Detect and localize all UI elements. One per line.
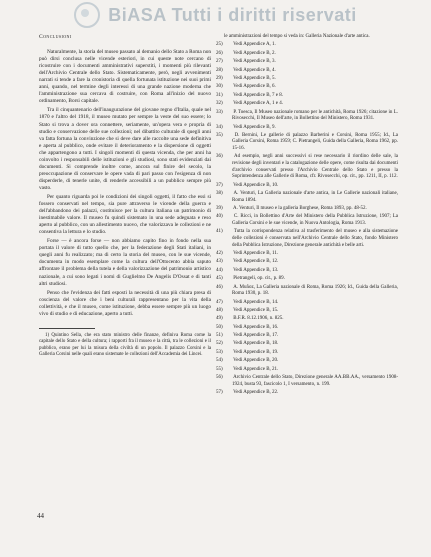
endnote-number: 25) (216, 42, 223, 48)
endnote-number: 29) (216, 75, 223, 81)
paragraph: Naturalmente, la storia del museo passato al demanio dello Stato a Roma non può dirsi conclusa nelle vicende esteriori, in cui queste note cercano di ricostruire con i documenti amministrativi superstiti, i momenti più rilevanti dell'Archivio Centrale dello Stato. Sistematicamente, però, negli avvenimenti narrati si tende a fare la cronistoria di quella fortunata istituzione nei suoi primi anni, quando, nel termine degli interessi di una grande nazione moderna che l'amministrazione sua cercava di costruire, con Roma all'inizio del nuovo ordinamento, Borsi capitale. (39, 49, 212, 105)
endnote (216, 67, 398, 75)
endnote-number: 49) (216, 316, 223, 322)
endnote (216, 358, 398, 365)
endnote (216, 375, 398, 388)
right-column (216, 34, 399, 398)
endnote (216, 259, 398, 266)
endnote-text: Vedi Appendice B, 11. (233, 250, 279, 256)
watermark-text: BiASA Tutti i diritti riservati (108, 4, 357, 25)
endnote (216, 42, 398, 49)
endnote-number: 32) (216, 101, 223, 107)
endnote-text: Ad esempio, negli anni successivi si rese necessario il riordino delle sale, la revisione degli inventari e la catalogazione delle opere, come risulta dai documenti d'archivio conservati presso l'Archivio Centrale dello Stato e presso la Soprintendenza alle Gallerie di Roma, cfr. Rivosecchi, op. cit., pp. 1211, II, p. 112. (232, 154, 398, 180)
endnote-number: 47) (216, 299, 223, 305)
endnote-number: 34) (216, 124, 223, 130)
endnote (216, 307, 398, 315)
endnote (216, 316, 398, 323)
endnote (216, 101, 398, 108)
endnote (216, 75, 398, 83)
notes-intro: le amministrazioni del tempo si veda in: Galleria Nazionale d'arte antica. (224, 34, 370, 39)
endnote-number: 44) (216, 267, 223, 273)
endnote-number: 48) (216, 307, 223, 313)
endnote (216, 276, 398, 283)
endnote-text: Vedi Appendice B, 13. (233, 267, 279, 273)
endnote-text: Vedi Appendice B, 6. (233, 84, 276, 90)
endnote-text: Vedi Appendice B, 22. (233, 390, 279, 396)
endnote-text: Vedi Appendice B, 12. (233, 259, 279, 265)
endnote (216, 390, 398, 397)
endnote (216, 324, 398, 332)
endnote-number: 52) (216, 341, 223, 347)
endnote-number: 57) (216, 390, 223, 396)
endnote (216, 154, 398, 180)
endnote-number: 26) (216, 50, 223, 56)
paragraph: Forse — è ancora forse — non abbiamo capito fino in fondo nella sua portata il valore di tutto quello che, per la federazione degli Stati italiani, in quegli anni fu realizzato; ma di certo la storia del museo, con le sue vicende, documenta in modo esemplare come la cultura dell'Ottocento abbia saputo affrontare il problema della tutela e della valorizzazione del patrimonio artistico nazionale, a cui sono legati i nomi di Guglielmo De Angelis D'Ossat e di tanti altri studiosi. (39, 238, 211, 287)
endnote (216, 191, 398, 204)
endnote (216, 250, 398, 258)
endnote-number: 30) (216, 84, 223, 90)
endnote-number: 51) (216, 333, 223, 339)
endnote-number: 50) (216, 324, 223, 330)
endnote-text: Vedi Appendice A, 1 e 4. (233, 101, 284, 107)
endnote-number: 56) (216, 375, 223, 381)
endnote-number: 55) (216, 366, 223, 372)
endnote-text: Vedi Appendice A, 1. (233, 42, 276, 48)
footnote-divider (39, 328, 95, 329)
endnote (216, 109, 399, 123)
endnote (216, 182, 398, 190)
endnote (216, 349, 398, 357)
endnote (216, 50, 398, 58)
endnote-text: P. Toesca, Il Museo nazionale romano per le antichità, Roma 1926; citazione in L. Rivosecchi, Il Museo dell'arte, in Bollettino del Ministero, Roma 1931. (232, 109, 399, 122)
endnote-number: 41) (216, 229, 223, 235)
endnote (216, 299, 398, 307)
endnote-text: Archivio Centrale dello Stato, Direzione generale AA.BB.AA., versamento 1908-1924, busta 93, fascicolo 1, I versamento, n. 199. (232, 375, 398, 387)
endnote-text: Vedi Appendice B, 4. (233, 67, 276, 73)
endnote (216, 59, 398, 66)
endnote-number: 35) (216, 132, 223, 138)
endnote-text: Vedi Appendice B, 19. (233, 349, 279, 355)
endnote-number: 37) (216, 182, 223, 188)
endnote-number: 39) (216, 206, 223, 212)
endnote (216, 229, 398, 249)
paragraph: Tra il cinquantenario dell'inaugurazione del giovane regno d'Italia, quale nel 1870 e l'altro del 1918, il museo mutato per sempre la veste del suo essere; lo Stato si trova a dover ora connettere, seriamente, un'opera vera e propria di studio e conservazione delle sue collezioni; nel dibattito culturale di quegli anni va fatta fortuna la convinzione che si deve dare alle raccolte una sede definitiva e aperta al pubblico, onde evitare il deterioramento e la dispersione di oggetti che appartengono a tutti. I singoli momenti di questa vicenda, che per anni ha coinvolto i responsabili delle istituzioni e gli studiosi, sono stati evidenziati dai documenti. Si comprende inoltre come, ancora sul finire del secolo, la preoccupazione di conservare le opere vada di pari passo con l'esigenza di non disperderle, di tenerle unite, di renderle accessibili a un pubblico sempre più vasto. (39, 107, 211, 191)
endnote-text: Vedi Appendice B, 10. (233, 182, 279, 188)
endnote-text: Vedi Appendice B, 5. (233, 75, 276, 81)
endnote-number: 33) (216, 109, 223, 115)
endnote-text: Tutta la corrispondenza relativa al trasferimento del museo e alla sistemazione delle collezioni è conservata nell'Archivio Centrale dello Stato, fondo Ministero della Pubblica Istruzione, Direzione generale antichità e belle arti. (232, 229, 398, 248)
endnote (216, 124, 398, 132)
endnote (216, 333, 398, 340)
endnote-number: 31) (216, 92, 223, 98)
endnote-text: Vedi Appendice B, 18. (233, 341, 279, 347)
notes-list (216, 42, 399, 396)
endnote-text: Vedi Appendice B, 7 e 8. (233, 92, 284, 98)
endnote-text: D. Bernini, Le gallerie di palazzo Barberini e Corsini, Roma 1955; Id., La Galleria Corsini, Roma 1959; C. Pietrangeli, Guida della Galleria, Roma 1962, pp. 15-16. (232, 132, 399, 152)
endnote (216, 84, 398, 91)
endnote-text: Vedi Appendice B, 21. (233, 366, 279, 372)
paragraph: Per quanto riguarda poi le condizioni dei singoli oggetti, il fatto che essi si fossero conservati nel tempo, sia pure attraverso le vicende della guerra e dell'abbandono dei palazzi, costituisce per la cultura italiana un patrimonio di inestimabile valore. Il museo fu quindi sistemato in una sede adeguata e reso aperto al pubblico, con un allestimento nuovo, che valorizzava le collezioni e ne consentiva la lettura e lo studio. (39, 193, 211, 236)
endnote-number: 45) (216, 276, 223, 282)
watermark (0, 0, 431, 30)
endnote-text: C. Ricci, in Bollettino d'Arte del Ministero della Pubblica Istruzione, 1907; La Galleria Corsini e le sue vicende, in Nuova Antologia, Roma 1913. (232, 214, 399, 226)
endnote-number: 38) (216, 191, 223, 197)
endnote-text: A. Venturi, Il museo e la galleria Borghese, Roma 1893, pp. 48-52. (232, 206, 367, 212)
endnote (216, 206, 398, 213)
endnote-text: Vedi Appendice B, 3. (233, 59, 276, 65)
footnote: 1) Quintino Sella, che era stato ministro delle finanze, definiva Roma come la capitale dello Stato e della cultura; i rapporti fra il museo e la città, tra le collezioni e il pubblico, erano per lui la misura della civiltà di un popolo. Il palazzo Corsini e la Galleria Corsini nelle quali erano sistemate le collezioni dell'Accademia dei Lincei. (39, 332, 211, 357)
endnote-number: 28) (216, 67, 223, 73)
endnote-number: 36) (216, 154, 223, 160)
endnote-text: Vedi Appendice B, 20. (233, 358, 279, 364)
biasa-circle-logo-icon (74, 2, 100, 28)
endnote-number: 53) (216, 349, 223, 355)
endnote-text: Vedi Appendice B, 2. (233, 50, 276, 56)
endnote (216, 92, 398, 100)
endnote (216, 214, 399, 227)
page-number: 44 (37, 512, 44, 520)
endnote-text: Vedi Appendice B, 16. (233, 324, 279, 330)
endnote-text: Vedi Appendice B, 15. (233, 307, 279, 313)
endnote (216, 366, 398, 374)
endnote-text: Vedi Appendice B, 9. (233, 124, 276, 130)
endnote-number: 40) (216, 214, 223, 220)
endnote-text: Pietrangeli, op. cit., p. 89. (233, 276, 285, 282)
endnote (216, 132, 399, 153)
endnote-text: A. Muñoz, La Galleria nazionale di Roma, Roma 1926; Id., Guida della Galleria, Roma 1930, p. 18. (232, 284, 398, 297)
running-head: Conclusioni (39, 34, 72, 40)
endnote-text: A. Venturi, La Galleria nazionale d'arte antica, in Le Gallerie nazionali italiane, Roma 1894. (232, 191, 398, 203)
endnote (216, 284, 398, 298)
endnote (216, 341, 398, 348)
endnote (216, 267, 398, 275)
left-column (39, 34, 211, 358)
endnote-number: 46) (216, 284, 223, 290)
paragraph: Penso che l'evidenza dei fatti esposti la necessità di una più chiara presa di coscienza del valore che i beni culturali rappresentano per la vita della collettività, e che il museo, come istituzione, debba essere sempre più un luogo vivo di studio e di educazione, aperto a tutti. (39, 289, 211, 317)
endnote-number: 42) (216, 250, 223, 256)
endnote-number: 54) (216, 358, 223, 364)
endnote-text: Vedi Appendice B, 14. (233, 299, 279, 305)
endnote-number: 27) (216, 59, 223, 65)
endnote-text: Vedi Appendice B, 17. (233, 333, 279, 339)
endnote-text: B.F.R. 8.12.1906, n. 825. (233, 316, 284, 322)
endnote-number: 43) (216, 259, 223, 265)
